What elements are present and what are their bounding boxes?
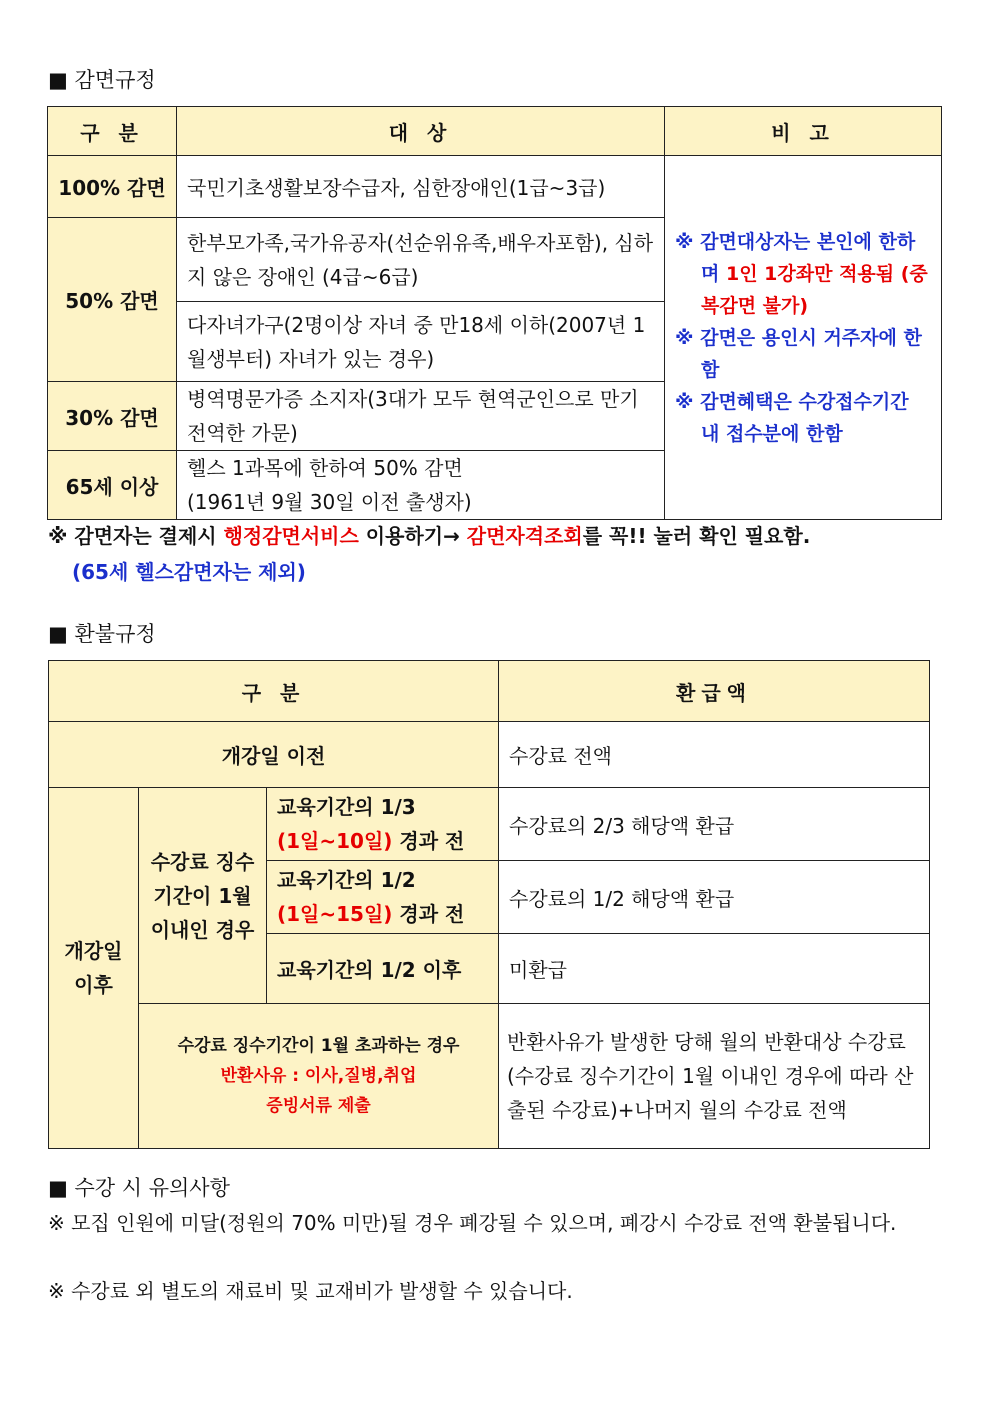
refund-period-3-amount: 미환급 [499, 934, 930, 1004]
refund-period-2: 교육기간의 1/2 (1일~15일) 경과 전 [267, 861, 499, 934]
refund-table [48, 660, 930, 1149]
refund-before-label: 개강일 이전 [49, 722, 499, 788]
col-header-remark: 비 고 [665, 107, 942, 156]
discount-table [47, 106, 942, 520]
discount-50-target-b: 다자녀가구(2명이상 자녀 중 만18세 이하(2007년 1월생부터) 자녀가 있는 경우) [177, 302, 665, 382]
discount-50-label: 50% 감면 [48, 218, 177, 382]
remark-1: ※ 감면대상자는 본인에 한하며 1인 1강좌만 적용됨 (중복감면 불가) [675, 230, 928, 317]
remark-3: ※ 감면혜택은 수강접수기간 내 접수분에 한함 [675, 390, 909, 445]
discount-notice: ※ 감면자는 결제시 행정감면서비스 이용하기→ 감면자격조회를 꼭!! 눌러 확인 필요함. [48, 524, 811, 548]
refund-before-amount: 수강료 전액 [499, 722, 930, 788]
discount-remarks [665, 156, 942, 520]
refund-header-amount: 환급액 [499, 661, 930, 722]
section-title-discount: ■ 감면규정 [48, 68, 156, 92]
refund-period-3: 교육기간의 1/2 이후 [267, 934, 499, 1004]
refund-period-1-amount: 수강료의 2/3 해당액 환급 [499, 788, 930, 861]
refund-header-category: 구 분 [49, 661, 499, 722]
discount-100-target: 국민기초생활보장수급자, 심한장애인(1급~3급) [177, 156, 665, 218]
col-header-target: 대 상 [177, 107, 665, 156]
remark-2: ※ 감면은 용인시 거주자에 한함 [675, 326, 922, 381]
discount-30-target: 병역명문가증 소지자(3대가 모두 현역군인으로 만기 전역한 가문) [177, 382, 665, 451]
col-header-category: 구 분 [48, 107, 177, 156]
discount-100-label: 100% 감면 [48, 156, 177, 218]
discount-65-label: 65세 이상 [48, 451, 177, 520]
section-title-refund: ■ 환불규정 [48, 622, 156, 646]
refund-within-label: 수강료 징수기간이 1월 이내인 경우 [139, 788, 267, 1004]
refund-over-label: 수강료 징수기간이 1월 초과하는 경우 반환사유 : 이사,질병,취업 증빙서류 제출 [139, 1004, 499, 1149]
discount-50-target-a: 한부모가족,국가유공자(선순위유족,배우자포함), 심하지 않은 장애인 (4급~6급) [177, 218, 665, 302]
section-title-cautions: ■ 수강 시 유의사항 [48, 1176, 230, 1200]
refund-period-2-amount: 수강료의 1/2 해당액 환급 [499, 861, 930, 934]
caution-2: ※ 수강료 외 별도의 재료비 및 교재비가 발생할 수 있습니다. [48, 1279, 573, 1303]
discount-notice-exception: (65세 헬스감면자는 제외) [72, 560, 306, 584]
refund-after-label: 개강일 이후 [49, 788, 139, 1149]
discount-65-target: 헬스 1과목에 한하여 50% 감면 (1961년 9월 30일 이전 출생자) [177, 451, 665, 520]
caution-1: ※ 모집 인원에 미달(정원의 70% 미만)될 경우 폐강될 수 있으며, 폐강시 수강료 전액 환불됩니다. [48, 1211, 897, 1235]
refund-over-amount: 반환사유가 발생한 당해 월의 반환대상 수강료(수강료 징수기간이 1월 이내인 경우에 따라 산출된 수강료)+나머지 월의 수강료 전액 [499, 1004, 930, 1149]
discount-30-label: 30% 감면 [48, 382, 177, 451]
refund-period-1: 교육기간의 1/3 (1일~10일) 경과 전 [267, 788, 499, 861]
